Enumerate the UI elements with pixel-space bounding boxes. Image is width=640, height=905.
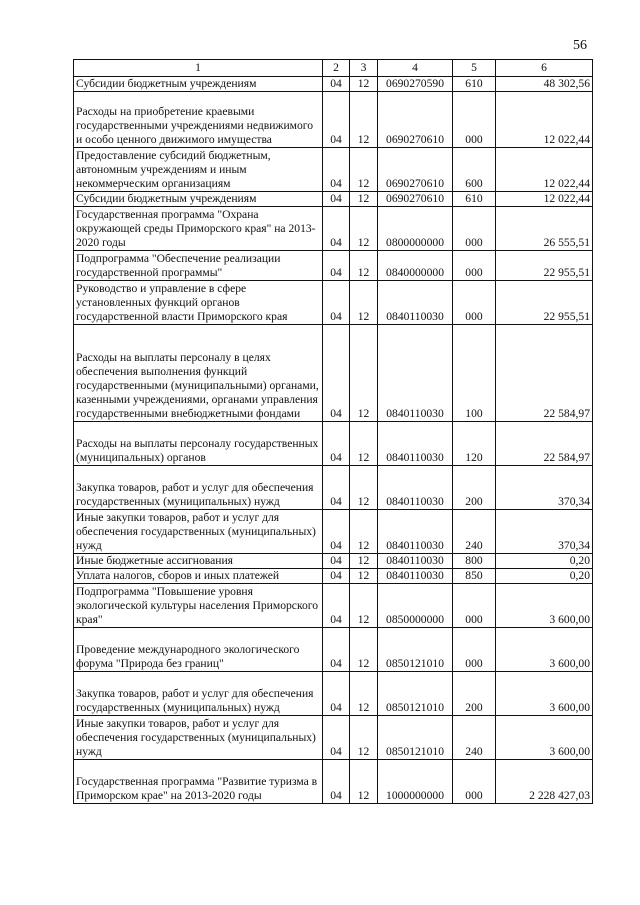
- row-code-4-cell: 0800000000: [378, 207, 453, 251]
- row-code-3-cell: 12: [350, 92, 378, 148]
- table-row: [74, 628, 593, 672]
- row-code-2-cell: 04: [323, 281, 350, 325]
- row-code-4-cell: 0690270590: [378, 77, 453, 92]
- row-code-3-cell: 12: [350, 148, 378, 192]
- row-code-5-cell: 100: [453, 325, 496, 422]
- table-row: [74, 554, 593, 569]
- row-code-5-cell: 610: [453, 77, 496, 92]
- table-row: [74, 466, 593, 510]
- row-name-cell: Расходы на выплаты персоналу в целях обеспечения выполнения функций государственными (муниципальными) органами, казенными учреждениями, органами управления государственными внебюджетными фондами: [74, 325, 323, 422]
- row-code-5-cell: 000: [453, 281, 496, 325]
- row-code-3-cell: 12: [350, 422, 378, 466]
- row-name-cell: Подпрограмма "Повышение уровня экологической культуры населения Приморского края": [74, 584, 323, 628]
- row-name-cell: Субсидии бюджетным учреждениям: [74, 77, 323, 92]
- row-name-cell: Руководство и управление в сфере установленных функций органов государственной власти Приморского края: [74, 281, 323, 325]
- row-sum-cell: 3 600,00: [496, 716, 593, 760]
- row-code-3-cell: 12: [350, 510, 378, 554]
- page-number: 56: [573, 38, 587, 53]
- row-name-cell: Проведение международного экологического форума "Природа без границ": [74, 628, 323, 672]
- row-code-4-cell: 0840110030: [378, 510, 453, 554]
- row-code-3-cell: 12: [350, 672, 378, 716]
- row-code-4-cell: 0840110030: [378, 466, 453, 510]
- row-sum-cell: 3 600,00: [496, 672, 593, 716]
- row-code-3-cell: 12: [350, 281, 378, 325]
- row-code-5-cell: 610: [453, 192, 496, 207]
- row-code-2-cell: 04: [323, 672, 350, 716]
- row-name-cell: Иные закупки товаров, работ и услуг для обеспечения государственных (муниципальных) нужд: [74, 510, 323, 554]
- row-code-2-cell: 04: [323, 466, 350, 510]
- row-code-4-cell: 0840000000: [378, 251, 453, 281]
- row-code-2-cell: 04: [323, 325, 350, 422]
- header-cell-5: 5: [453, 60, 496, 77]
- row-sum-cell: 12 022,44: [496, 92, 593, 148]
- row-code-4-cell: 0690270610: [378, 92, 453, 148]
- table-body: [74, 77, 593, 804]
- row-sum-cell: 26 555,51: [496, 207, 593, 251]
- row-sum-cell: 12 022,44: [496, 192, 593, 207]
- row-code-3-cell: 12: [350, 466, 378, 510]
- row-sum-cell: 3 600,00: [496, 628, 593, 672]
- row-code-2-cell: 04: [323, 716, 350, 760]
- header-cell-3: 3: [350, 60, 378, 77]
- table-row: [74, 422, 593, 466]
- row-name-cell: Иные бюджетные ассигнования: [74, 554, 323, 569]
- row-code-3-cell: 12: [350, 628, 378, 672]
- row-code-3-cell: 12: [350, 716, 378, 760]
- header-cell-6: 6: [496, 60, 593, 77]
- header-row: [74, 60, 593, 77]
- row-code-2-cell: 04: [323, 584, 350, 628]
- table-row: [74, 251, 593, 281]
- row-code-2-cell: 04: [323, 251, 350, 281]
- row-name-cell: Государственная программа "Охрана окружающей среды Приморского края" на 2013-2020 годы: [74, 207, 323, 251]
- header-cell-4: 4: [378, 60, 453, 77]
- table-row: [74, 569, 593, 584]
- row-code-5-cell: 000: [453, 760, 496, 804]
- row-sum-cell: 0,20: [496, 569, 593, 584]
- row-code-4-cell: 0690270610: [378, 148, 453, 192]
- row-code-5-cell: 200: [453, 672, 496, 716]
- budget-table: [73, 59, 593, 804]
- row-code-5-cell: 000: [453, 92, 496, 148]
- row-name-cell: Расходы на выплаты персоналу государственных (муниципальных) органов: [74, 422, 323, 466]
- row-name-cell: Закупка товаров, работ и услуг для обеспечения государственных (муниципальных) нужд: [74, 466, 323, 510]
- row-code-2-cell: 04: [323, 207, 350, 251]
- row-name-cell: Расходы на приобретение краевыми государственными учреждениями недвижимого и особо ценного движимого имущества: [74, 92, 323, 148]
- header-cell-2: 2: [323, 60, 350, 77]
- row-code-3-cell: 12: [350, 325, 378, 422]
- table-row: [74, 148, 593, 192]
- row-code-4-cell: 0850121010: [378, 716, 453, 760]
- row-code-2-cell: 04: [323, 760, 350, 804]
- row-code-3-cell: 12: [350, 554, 378, 569]
- row-name-cell: Предоставление субсидий бюджетным, автономным учреждениям и иным некоммерческим организациям: [74, 148, 323, 192]
- row-name-cell: Субсидии бюджетным учреждениям: [74, 192, 323, 207]
- row-code-4-cell: 0840110030: [378, 281, 453, 325]
- row-code-5-cell: 000: [453, 628, 496, 672]
- row-code-2-cell: 04: [323, 77, 350, 92]
- table-row: [74, 325, 593, 422]
- row-code-2-cell: 04: [323, 569, 350, 584]
- row-code-3-cell: 12: [350, 569, 378, 584]
- row-code-4-cell: 0850000000: [378, 584, 453, 628]
- row-code-5-cell: 240: [453, 510, 496, 554]
- row-name-cell: Иные закупки товаров, работ и услуг для обеспечения государственных (муниципальных) нужд: [74, 716, 323, 760]
- row-sum-cell: 370,34: [496, 510, 593, 554]
- row-code-5-cell: 000: [453, 251, 496, 281]
- row-code-4-cell: 0840110030: [378, 569, 453, 584]
- row-code-2-cell: 04: [323, 422, 350, 466]
- row-code-4-cell: 1000000000: [378, 760, 453, 804]
- row-code-3-cell: 12: [350, 760, 378, 804]
- row-code-5-cell: 850: [453, 569, 496, 584]
- row-sum-cell: 48 302,56: [496, 77, 593, 92]
- row-sum-cell: 2 228 427,03: [496, 760, 593, 804]
- table-row: [74, 510, 593, 554]
- row-code-4-cell: 0850121010: [378, 628, 453, 672]
- row-code-2-cell: 04: [323, 92, 350, 148]
- table-row: [74, 584, 593, 628]
- row-code-3-cell: 12: [350, 584, 378, 628]
- row-code-2-cell: 04: [323, 510, 350, 554]
- header-cell-1: 1: [74, 60, 323, 77]
- row-sum-cell: 12 022,44: [496, 148, 593, 192]
- row-code-2-cell: 04: [323, 628, 350, 672]
- row-code-5-cell: 120: [453, 422, 496, 466]
- row-code-5-cell: 600: [453, 148, 496, 192]
- row-name-cell: Уплата налогов, сборов и иных платежей: [74, 569, 323, 584]
- row-sum-cell: 22 584,97: [496, 422, 593, 466]
- row-code-5-cell: 000: [453, 207, 496, 251]
- row-sum-cell: 370,34: [496, 466, 593, 510]
- row-code-4-cell: 0840110030: [378, 554, 453, 569]
- row-sum-cell: 22 584,97: [496, 325, 593, 422]
- row-code-4-cell: 0690270610: [378, 192, 453, 207]
- row-sum-cell: 3 600,00: [496, 584, 593, 628]
- row-code-2-cell: 04: [323, 148, 350, 192]
- table-row: [74, 716, 593, 760]
- row-code-3-cell: 12: [350, 207, 378, 251]
- row-code-5-cell: 800: [453, 554, 496, 569]
- table-row: [74, 207, 593, 251]
- row-code-5-cell: 200: [453, 466, 496, 510]
- table-row: [74, 92, 593, 148]
- table-row: [74, 672, 593, 716]
- row-code-2-cell: 04: [323, 192, 350, 207]
- row-name-cell: Закупка товаров, работ и услуг для обеспечения государственных (муниципальных) нужд: [74, 672, 323, 716]
- row-sum-cell: 22 955,51: [496, 251, 593, 281]
- row-name-cell: Подпрограмма "Обеспечение реализации государственной программы": [74, 251, 323, 281]
- row-code-5-cell: 000: [453, 584, 496, 628]
- row-code-3-cell: 12: [350, 192, 378, 207]
- row-sum-cell: 22 955,51: [496, 281, 593, 325]
- row-code-3-cell: 12: [350, 251, 378, 281]
- table-row: [74, 281, 593, 325]
- table-row: [74, 77, 593, 92]
- row-code-4-cell: 0840110030: [378, 325, 453, 422]
- row-code-5-cell: 240: [453, 716, 496, 760]
- row-sum-cell: 0,20: [496, 554, 593, 569]
- row-code-3-cell: 12: [350, 77, 378, 92]
- row-code-4-cell: 0840110030: [378, 422, 453, 466]
- row-code-4-cell: 0850121010: [378, 672, 453, 716]
- table-row: [74, 760, 593, 804]
- table-row: [74, 192, 593, 207]
- row-name-cell: Государственная программа "Развитие туризма в Приморском крае" на 2013-2020 годы: [74, 760, 323, 804]
- row-code-2-cell: 04: [323, 554, 350, 569]
